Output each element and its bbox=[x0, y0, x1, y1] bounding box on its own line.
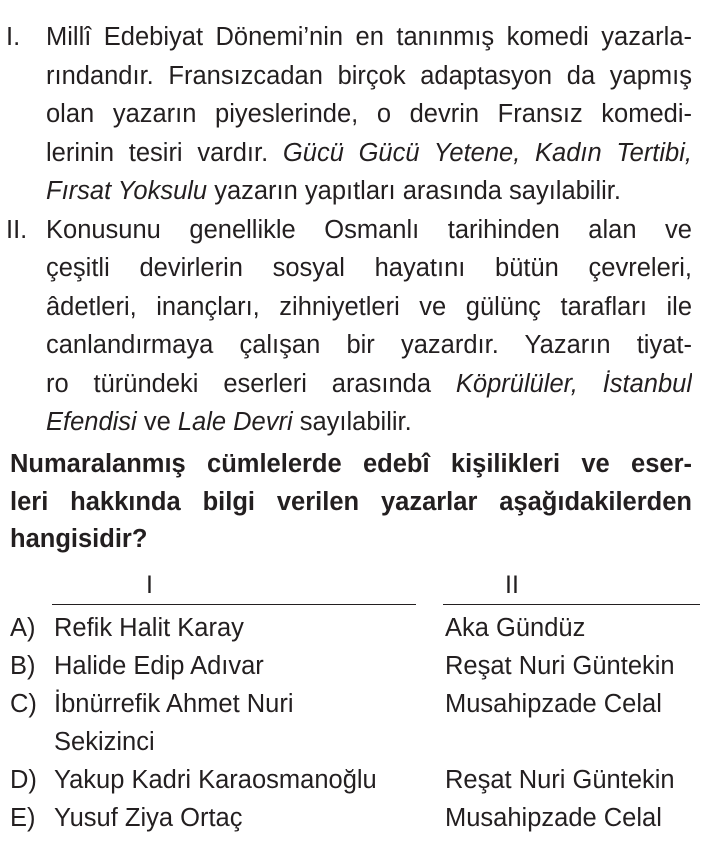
numbered-statements bbox=[0, 18, 700, 442]
option-letter: E) bbox=[10, 804, 36, 832]
question-line: hangisidir? bbox=[10, 525, 148, 553]
option-col2-text: Musahipzade Celal bbox=[445, 804, 662, 832]
option-col1-text: Halide Edip Adıvar bbox=[54, 652, 264, 680]
statement-line: Efendisi ve Lale Devri sayılabilir. bbox=[46, 408, 412, 436]
statement-number: II. bbox=[6, 215, 28, 244]
option-col1-text: Refik Halit Karay bbox=[54, 614, 244, 642]
option-col2-text: Reşat Nuri Güntekin bbox=[445, 766, 675, 794]
statement-line: Fırsat Yoksulu yazarın yapıtları arasında sayılabilir. bbox=[46, 177, 621, 205]
statement-line: Konusunu genellikle Osmanlı tarihinden alan ve bbox=[46, 215, 692, 244]
statement-1 bbox=[0, 18, 700, 211]
option-letter: D) bbox=[10, 766, 37, 794]
statement-2 bbox=[0, 211, 700, 442]
question-stem bbox=[10, 446, 692, 559]
option-col2-text: Reşat Nuri Güntekin bbox=[445, 652, 675, 680]
column-header-2: II bbox=[505, 571, 519, 599]
option-col1-text: İbnürrefik Ahmet Nuri bbox=[54, 690, 294, 718]
statement-line: âdetleri, inançları, zihniyetleri ve gülünç tarafları ile bbox=[46, 292, 692, 321]
work-title: Lale Devri bbox=[177, 408, 293, 436]
question-line: Numaralanmış cümlelerde edebî kişilikleri ve eser- bbox=[10, 450, 692, 478]
option-letter: B) bbox=[10, 652, 36, 680]
work-title: Efendisi bbox=[46, 408, 137, 436]
statement-line: olan yazarın piyeslerinde, o devrin Fransız komedi- bbox=[46, 100, 692, 128]
statement-line: Millî Edebiyat Dönemi’nin en tanınmış komedi yazarla- bbox=[46, 23, 692, 51]
statement-line: ro türündeki eserleri arasında Köprülüler, İstanbul bbox=[46, 369, 692, 398]
column-rule-2 bbox=[443, 604, 700, 605]
option-col1-text-continued: Sekizinci bbox=[54, 728, 155, 756]
statement-line: lerinin tesiri vardır. Gücü Gücü Yetene, Kadın Tertibi, bbox=[46, 138, 692, 167]
column-rule-1 bbox=[52, 604, 416, 605]
work-title: Gücü Gücü Yetene, Kadın Tertibi, bbox=[282, 138, 692, 167]
statement-text bbox=[46, 18, 692, 211]
option-col2-text: Musahipzade Celal bbox=[445, 690, 662, 718]
option-letter: A) bbox=[10, 614, 36, 642]
option-col2-text: Aka Gündüz bbox=[445, 614, 586, 642]
statement-number: I. bbox=[6, 23, 21, 51]
option-col1-text: Yusuf Ziya Ortaç bbox=[54, 804, 243, 832]
statement-text bbox=[46, 211, 692, 442]
statement-line: çeşitli devirlerin sosyal hayatını bütün çevreleri, bbox=[46, 254, 692, 282]
work-title: Fırsat Yoksulu bbox=[46, 177, 208, 205]
statement-line: rındandır. Fransızcadan birçok adaptasyon da yapmış bbox=[46, 61, 692, 90]
column-header-1: I bbox=[146, 571, 153, 599]
option-letter: C) bbox=[10, 690, 37, 718]
statement-line: canlandırmaya çalışan bir yazardır. Yazarın tiyat- bbox=[46, 331, 692, 359]
question-line: leri hakkında bilgi verilen yazarlar aşağıdakilerden bbox=[10, 487, 692, 516]
option-col1-text: Yakup Kadri Karaosmanoğlu bbox=[54, 766, 377, 794]
work-title: Köprülüler, İstanbul bbox=[455, 369, 692, 398]
